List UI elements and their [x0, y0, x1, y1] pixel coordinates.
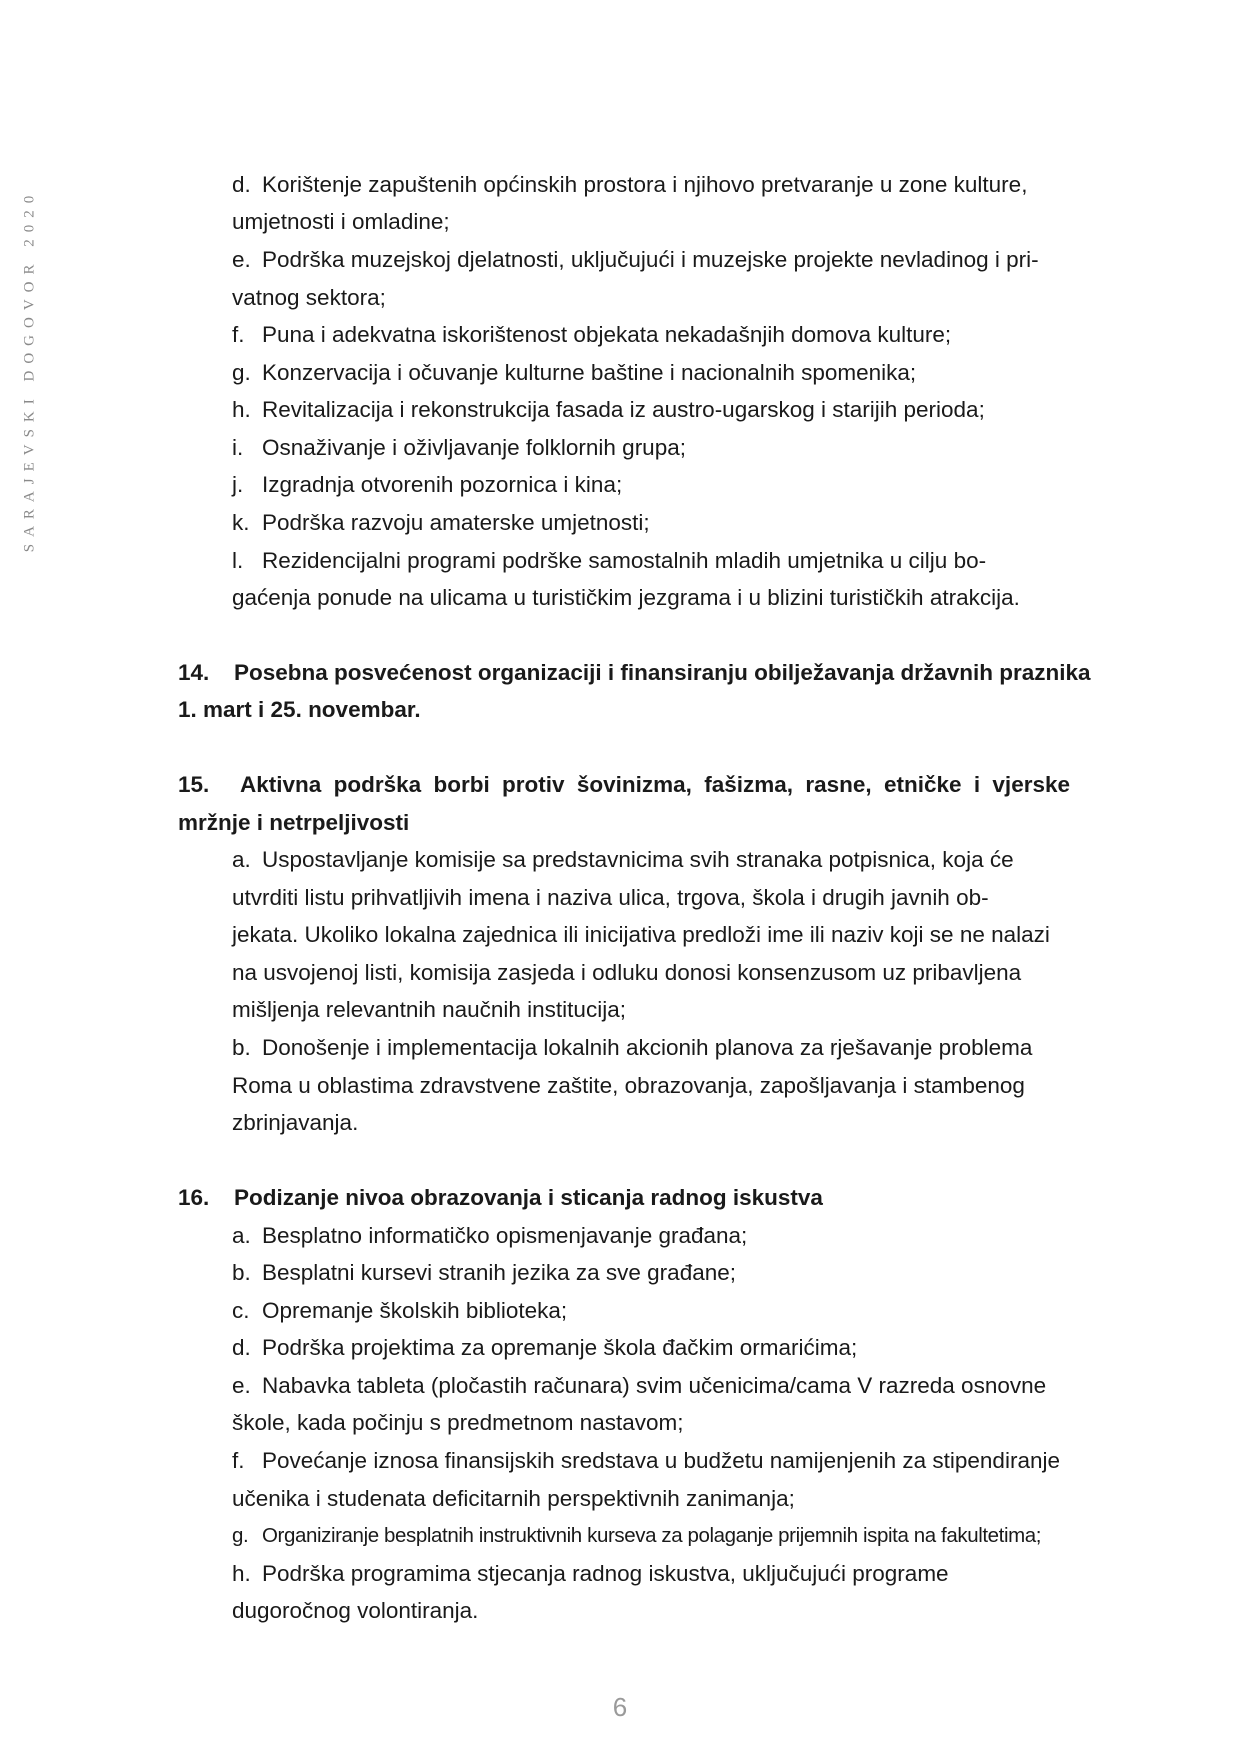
list-item-continuation: na usvojenoj listi, komisija zasjeda i odluku donosi konsenzusom uz pribavljena — [232, 960, 1022, 985]
list-item-label: h. — [232, 1561, 251, 1586]
list-item-label: l. — [232, 548, 244, 573]
list-item-text: Konzervacija i očuvanje kulturne baštine i nacionalnih spomenika; — [262, 360, 917, 385]
list-item-label: d. — [232, 1335, 251, 1360]
list-item-label: e. — [232, 247, 251, 272]
section-14-heading-cont: 1. mart i 25. novembar. — [178, 697, 421, 722]
list-item-label: a. — [232, 1223, 251, 1248]
list-item-label: f. — [232, 1448, 245, 1473]
list-item — [232, 1333, 857, 1363]
list-item-text: Podrška projektima za opremanje škola đačkim ormarićima; — [262, 1335, 858, 1360]
list-item-text: Korištenje zapuštenih općinskih prostora i njihovo pretvaranje u zone kulture, — [262, 172, 1028, 197]
list-item-continuation: gaćenja ponude na ulicama u turističkim jezgrama i u blizini turističkih atrakcija. — [232, 585, 1020, 610]
list-item-label: h. — [232, 397, 251, 422]
list-item-text: Puna i adekvatna iskorištenost objekata nekadašnjih domova kulture; — [262, 322, 952, 347]
list-item — [232, 395, 985, 425]
list-item-label: k. — [232, 510, 250, 535]
list-item — [232, 320, 951, 350]
list-item-text: Podrška programima stjecanja radnog iskustva, uključujući programe — [262, 1561, 949, 1586]
list-item-label: b. — [232, 1035, 251, 1060]
list-item — [232, 845, 1014, 875]
side-label — [15, 175, 45, 565]
list-item-label: j. — [232, 472, 244, 497]
list-item-continuation: škole, kada počinju s predmetnom nastavom; — [232, 1410, 684, 1435]
section-number: 14. — [178, 660, 210, 685]
list-item — [232, 1521, 1041, 1551]
list-item-continuation: umjetnosti i omladine; — [232, 209, 450, 234]
list-item — [232, 358, 916, 388]
list-item — [232, 1446, 1060, 1476]
list-item-text: Podrška razvoju amaterske umjetnosti; — [262, 510, 650, 535]
list-item-continuation: jekata. Ukoliko lokalna zajednica ili inicijativa predloži ime ili naziv koji se ne nalazi — [232, 922, 1050, 947]
page-number: 6 — [612, 1692, 628, 1722]
section-16-heading — [178, 1183, 823, 1213]
list-item — [232, 433, 686, 463]
list-item-label: c. — [232, 1298, 250, 1323]
list-item-label: g. — [232, 360, 251, 385]
list-item-label: a. — [232, 847, 251, 872]
list-item-text: Rezidencijalni programi podrške samostalnih mladih umjetnika u cilju bo- — [262, 548, 987, 573]
list-item-label: f. — [232, 322, 245, 347]
list-item — [232, 170, 1027, 200]
list-item — [232, 1371, 1046, 1401]
list-item — [232, 1033, 1032, 1063]
section-title: Posebna posvećenost organizaciji i finansiranju obilježavanja državnih praznika — [234, 660, 1091, 685]
list-item-text: Podrška muzejskoj djelatnosti, uključujući i muzejske projekte nevladinog i pri- — [262, 247, 1039, 272]
list-item-text: Povećanje iznosa finansijskih sredstava u budžetu namijenjenih za stipendiranje — [262, 1448, 1060, 1473]
section-title: Podizanje nivoa obrazovanja i sticanja radnog iskustva — [234, 1185, 823, 1210]
list-item-text: Nabavka tableta (pločastih računara) svim učenicima/cama V razreda osnovne — [262, 1373, 1047, 1398]
list-item-continuation: vatnog sektora; — [232, 285, 386, 310]
list-item-text: Donošenje i implementacija lokalnih akcionih planova za rješavanje problema — [262, 1035, 1033, 1060]
list-item-continuation: utvrditi listu prihvatljivih imena i naziva ulica, trgova, škola i drugih javnih ob- — [232, 885, 989, 910]
list-item — [232, 1559, 949, 1589]
list-item-continuation: dugoročnog volontiranja. — [232, 1598, 479, 1623]
list-item-text: Uspostavljanje komisije sa predstavnicima svih stranaka potpisnica, koja će — [262, 847, 1014, 872]
section-title: Aktivna podrška borbi protiv šovinizma, fašizma, rasne, etničke i vjerske — [240, 772, 1070, 797]
list-item-text: Organiziranje besplatnih instruktivnih kurseva za polaganje prijemnih ispita na fakultetima; — [262, 1524, 1042, 1547]
list-item-continuation: Roma u oblastima zdravstvene zaštite, obrazovanja, zapošljavanja i stambenog — [232, 1073, 1025, 1098]
list-item-label: d. — [232, 172, 251, 197]
list-item-continuation: učenika i studenata deficitarnih perspektivnih zanimanja; — [232, 1486, 795, 1511]
list-item-text: Revitalizacija i rekonstrukcija fasada iz austro-ugarskog i starijih perioda; — [262, 397, 985, 422]
list-item-label: b. — [232, 1260, 251, 1285]
list-item — [232, 508, 650, 538]
section-15-heading — [178, 770, 1070, 800]
list-item — [232, 470, 622, 500]
section-number: 16. — [178, 1185, 210, 1210]
list-item-label: i. — [232, 435, 244, 460]
section-15-heading-cont: mržnje i netrpeljivosti — [178, 810, 410, 835]
section-14-heading — [178, 658, 1091, 688]
list-item — [232, 1258, 736, 1288]
section-number: 15. — [178, 772, 210, 797]
list-item-text: Opremanje školskih biblioteka; — [262, 1298, 568, 1323]
list-item-continuation: mišljenja relevantnih naučnih institucija; — [232, 997, 626, 1022]
list-item-text: Besplatni kursevi stranih jezika za sve građane; — [262, 1260, 736, 1285]
list-item — [232, 1296, 567, 1326]
list-item — [232, 245, 1039, 275]
list-item-label: g. — [232, 1524, 249, 1547]
list-item-text: Besplatno informatičko opismenjavanje građana; — [262, 1223, 748, 1248]
list-item — [232, 546, 986, 576]
list-item-continuation: zbrinjavanja. — [232, 1110, 359, 1135]
list-item-label: e. — [232, 1373, 251, 1398]
side-label-text: SARAJEVSKI DOGOVOR 2020 — [21, 188, 38, 552]
list-item-text: Izgradnja otvorenih pozornica i kina; — [262, 472, 623, 497]
list-item — [232, 1221, 747, 1251]
list-item-text: Osnaživanje i oživljavanje folklornih grupa; — [262, 435, 686, 460]
